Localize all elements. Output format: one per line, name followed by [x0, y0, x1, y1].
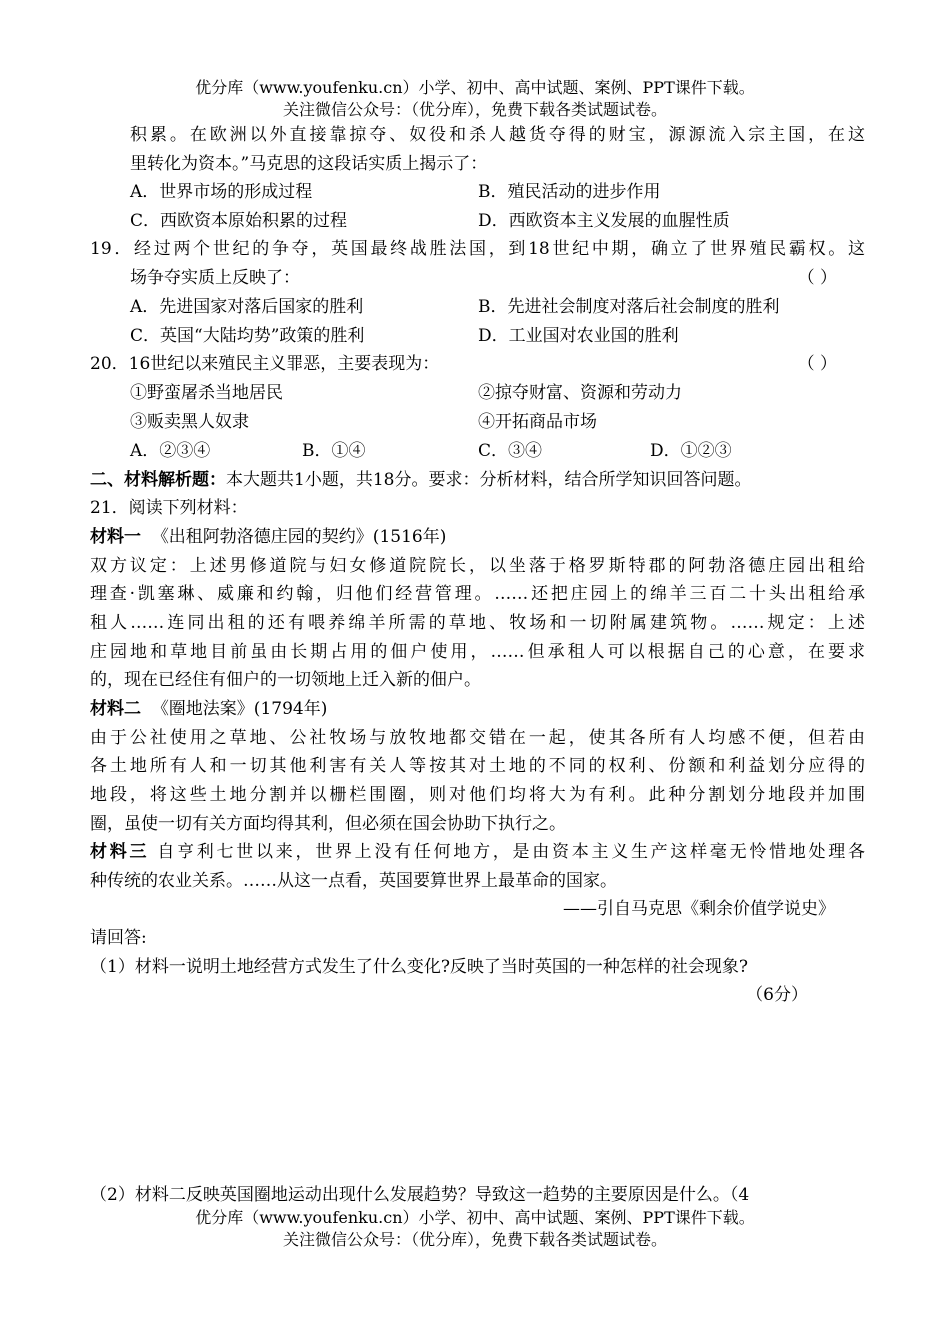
material-1-line-1: 双方议定：上述男修道院与妇女修道院院长，以坐落于格罗斯特郡的阿勃洛德庄园出租给: [90, 556, 865, 576]
material-2-heading: [90, 698, 865, 720]
material-1-line-3: 租人……连同出租的还有喂养绵羊所需的草地、牧场和一切附属建筑物。……规定：上述: [90, 613, 865, 633]
material-2-label: 材料二: [90, 699, 141, 719]
material-1-line-2: 理查·凯塞琳、威廉和约翰，归他们经营管理。……还把庄园上的绵羊三百二十头出租给承: [90, 584, 865, 604]
q19-option-b: B．先进社会制度对落后社会制度的胜利: [478, 297, 780, 317]
material-1-line-5: 的，现在已经住有佃户的一切领地上迁入新的佃户。: [90, 670, 481, 690]
q19-stem-line-2: 场争夺实质上反映了： （ ）: [130, 268, 837, 288]
q19-option-a: A．先进国家对落后国家的胜利: [130, 297, 364, 317]
q20-answer-paren: （ ）: [797, 354, 837, 374]
q19-option-d: D．工业国对农业国的胜利: [478, 326, 679, 346]
q20-item-2: ②掠夺财富、资源和劳动力: [478, 383, 682, 403]
footer-line-1: 优分库（www.youfenku.cn）小学、初中、高中试题、案例、PPT课件下载。: [195, 1208, 755, 1227]
q19-answer-paren: （ ）: [797, 268, 837, 288]
material-1-title: 《出租阿勃洛德庄园的契约》(1516年): [151, 527, 447, 547]
q18-option-b: B．殖民活动的进步作用: [478, 182, 661, 202]
q18-stem-line-1: 积累。在欧洲以外直接靠掠夺、奴役和杀人越货夺得的财宝，源源流入宗主国，在这: [130, 125, 865, 145]
q20-item-3: ③贩卖黑人奴隶: [130, 412, 249, 432]
material-2-line-4: 圈，虽使一切有关方面均得其利，但必须在国会协助下执行之。: [90, 814, 566, 834]
header-line-1: 优分库（www.youfenku.cn）小学、初中、高中试题、案例、PPT课件下载。: [195, 78, 755, 97]
q20-items-row-2: [130, 411, 865, 433]
sub-question-1-score: （6分）: [746, 985, 808, 1005]
sub-question-1: （1）材料一说明土地经营方式发生了什么变化?反映了当时英国的一种怎样的社会现象?: [90, 957, 749, 977]
q20-options-row: [130, 440, 865, 462]
q19-option-c: C．英国“大陆均势”政策的胜利: [130, 326, 365, 346]
material-3-line-1: [90, 841, 865, 863]
q19-stem-line-1: 19．经过两个世纪的争夺，英国最终战胜法国，到18世纪中期，确立了世界殖民霸权。这: [90, 239, 865, 259]
material-3-text-1: 自亨利七世以来，世界上没有任何地方，是由资本主义生产这样毫无怜惜地处理各: [157, 842, 866, 862]
q18-option-d: D．西欧资本主义发展的血腥性质: [478, 211, 730, 231]
q20-option-a: A．②③④: [130, 441, 211, 461]
material-2-line-3: 地段，将这些土地分割并以栅栏围圈，则对他们均将大为有利。此种分割划分地段并加围: [90, 785, 865, 805]
q21-intro: 21．阅读下列材料：: [90, 498, 248, 518]
sub-question-2: （2）材料二反映英国圈地运动出现什么发展趋势？导致这一趋势的主要原因是什么。（4: [90, 1185, 750, 1205]
material-2-line-1: 由于公社使用之草地、公社牧场与放牧地都交错在一起，使其各所有人均感不便，但若由: [90, 728, 865, 748]
material-1-heading: [90, 526, 865, 548]
q18-option-c: C．西欧资本原始积累的过程: [130, 211, 348, 231]
material-1-label: 材料一: [90, 527, 141, 547]
q19-options-row-1: [130, 296, 865, 318]
q18-option-a: A．世界市场的形成过程: [130, 182, 313, 202]
q20-stem: 20．16世纪以来殖民主义罪恶，主要表现为： （ ）: [90, 354, 837, 374]
q20-item-4: ④开拓商品市场: [478, 412, 597, 432]
section-2-desc: 本大题共1小题，共18分。要求：分析材料，结合所学知识回答问题。: [226, 470, 752, 490]
q20-option-d: D．①②③: [650, 441, 732, 461]
answer-prompt: 请回答:: [90, 928, 147, 948]
material-2-line-2: 各土地所有人和一切其他利害有关人等按其对土地的不同的权利、份额和利益划分应得的: [90, 756, 865, 776]
material-3-line-2: 种传统的农业关系。……从这一点看，英国要算世界上最革命的国家。: [90, 871, 617, 891]
section-2-heading: [90, 469, 865, 491]
footer-line-2: 关注微信公众号：（优分库），免费下载各类试题试卷。: [282, 1230, 667, 1249]
header-line-2: 关注微信公众号：（优分库），免费下载各类试题试卷。: [282, 100, 667, 119]
q19-options-row-2: [130, 325, 865, 347]
section-2-title: 二、材料解析题：: [90, 470, 226, 490]
q20-option-c: C．③④: [478, 441, 543, 461]
q20-option-b: B．①④: [302, 441, 366, 461]
material-3-source: ——引自马克思《剩余价值学说史》: [563, 899, 835, 919]
material-1-line-4: 庄园地和草地目前虽由长期占用的佃户使用，……但承租人可以根据自己的心意，在要求: [90, 642, 865, 662]
material-2-title: 《圈地法案》(1794年): [151, 699, 328, 719]
q20-item-1: ①野蛮屠杀当地居民: [130, 383, 283, 403]
q20-items-row-1: [130, 382, 865, 404]
q18-options-row-2: [130, 210, 865, 232]
q18-options-row-1: [130, 181, 865, 203]
material-3-label: 材料三: [90, 842, 150, 862]
q18-stem-line-2: 里转化为资本。”马克思的这段话实质上揭示了：: [130, 154, 488, 174]
